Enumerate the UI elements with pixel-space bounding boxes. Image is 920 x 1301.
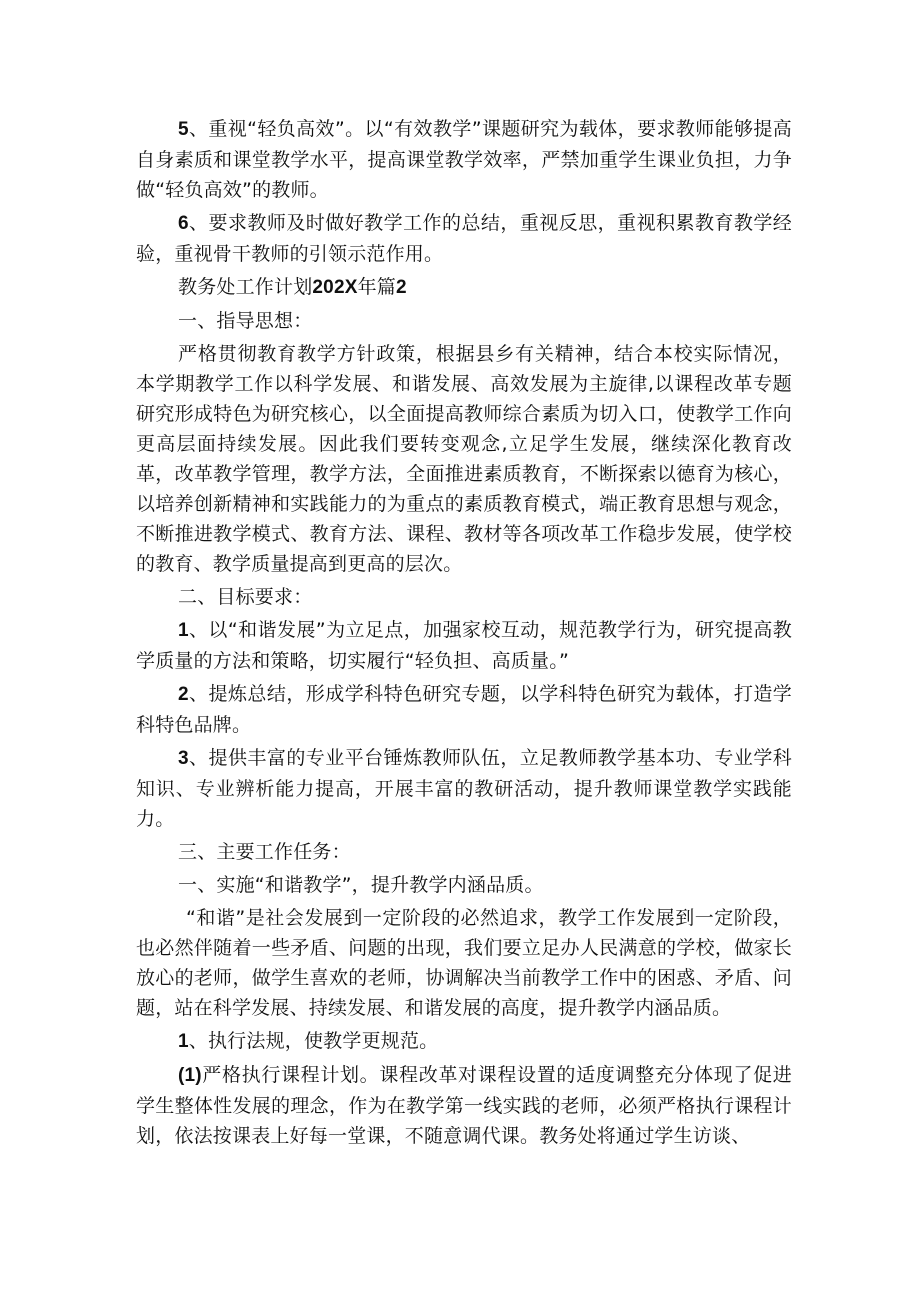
heading-main-tasks (136, 837, 792, 867)
paragraph-item-6 (136, 208, 792, 269)
heading-number: 2 (396, 277, 407, 298)
paragraph-text: 、要求教师及时做好教学工作的总结，重视反思，重视积累教育教学经验，重视骨干教师的引领示范作用。 (136, 212, 792, 265)
paragraph-text: “和谐”是社会发展到一定阶段的必然追求，教学工作发展到一定阶段，也必然伴随着一些矛盾、问题的出现，我们要立足办人民满意的学校，做家长放心的老师，做学生喜欢的老师，协调解决当前教学工作中的困惑、矛盾、问题，站在科学发展、持续发展、和谐发展的高度，提升教学内涵品质。 (136, 907, 792, 1019)
paragraph-text: 、执行法规，使教学更规范。 (188, 1030, 439, 1052)
item-number: 6 (178, 213, 189, 234)
paragraph-harmony (136, 903, 792, 1023)
item-number: 2 (178, 684, 189, 705)
paragraph-text: 、提供丰富的专业平台锤炼教师队伍，立足教师教学基本功、专业学科知识、专业辨析能力提高，开展丰富的教研活动，提升教师课堂教学实践能力。 (136, 747, 792, 830)
item-number: 1 (178, 620, 189, 641)
heading-harmonious-teaching (136, 870, 792, 900)
heading-year: 202X (312, 277, 358, 298)
paragraph-goal-3 (136, 743, 792, 834)
paragraph-goal-1 (136, 615, 792, 676)
paragraph-text: 、以“和谐发展”为立足点，加强家校互动，规范教学行为，研究提高教学质量的方法和策略，切实履行“轻负担、高质量。” (136, 619, 792, 672)
paragraph-text: 一、实施“和谐教学”，提升教学内涵品质。 (178, 874, 544, 896)
paragraph-text: 严格贯彻教育教学方针政策，根据县乡有关精神，结合本校实际情况，本学期教学工作以科学发展、和谐发展、高效发展为主旋律,以课程改革专题研究形成特色为研究核心，以全面提高教师综合素质为切入口，使教学工作向更高层面持续发展。因此我们要转变观念,立足学生发展，继续深化教育改革，改革教学管理，教学方法，全面推进素质教育，不断探索以德育为核心，以培养创新精神和实践能力的为重点的素质教育模式，端正教育思想与观念，不断推进教学模式、教育方法、课程、教材等各项改革工作稳步发展，使学校的教育、教学质量提高到更高的层次。 (136, 343, 792, 575)
document-body (136, 114, 792, 1154)
paragraph-task-1-1 (136, 1060, 792, 1151)
item-number: 1 (178, 1031, 189, 1052)
item-number: 5 (178, 119, 189, 140)
item-number: 3 (178, 748, 189, 769)
paragraph-text: 二、目标要求： (178, 586, 313, 608)
paragraph-text: 严格执行课程计划。课程改革对课程设置的适度调整充分体现了促进学生整体性发展的理念，作为在教学第一线实践的老师，必须严格执行课程计划，依法按课表上好每一堂课，不随意调代课。教务处将通过学生访谈、 (136, 1064, 792, 1147)
item-number: (1) (178, 1065, 202, 1086)
heading-guiding-thought (136, 306, 792, 336)
paragraph-task-1 (136, 1026, 792, 1057)
heading-goals (136, 582, 792, 612)
paragraph-text: 一、指导思想： (178, 310, 313, 332)
paragraph-text: 、提炼总结，形成学科特色研究专题，以学科特色研究为载体，打造学科特色品牌。 (136, 683, 792, 736)
section-heading-plan-2 (136, 272, 792, 303)
paragraph-text: 三、主要工作任务： (178, 841, 351, 863)
paragraph-text: 、重视“轻负高效”。以“有效教学”课题研究为载体，要求教师能够提高自身素质和课堂教学水平，提高课堂教学效率，严禁加重学生课业负担，力争做“轻负高效”的教师。 (136, 118, 792, 201)
paragraph-goal-2 (136, 679, 792, 740)
paragraph-guiding-thought (136, 339, 792, 579)
heading-prefix: 教务处工作计划 (178, 276, 313, 298)
heading-suffix: 年篇 (357, 276, 396, 298)
paragraph-item-5 (136, 114, 792, 205)
